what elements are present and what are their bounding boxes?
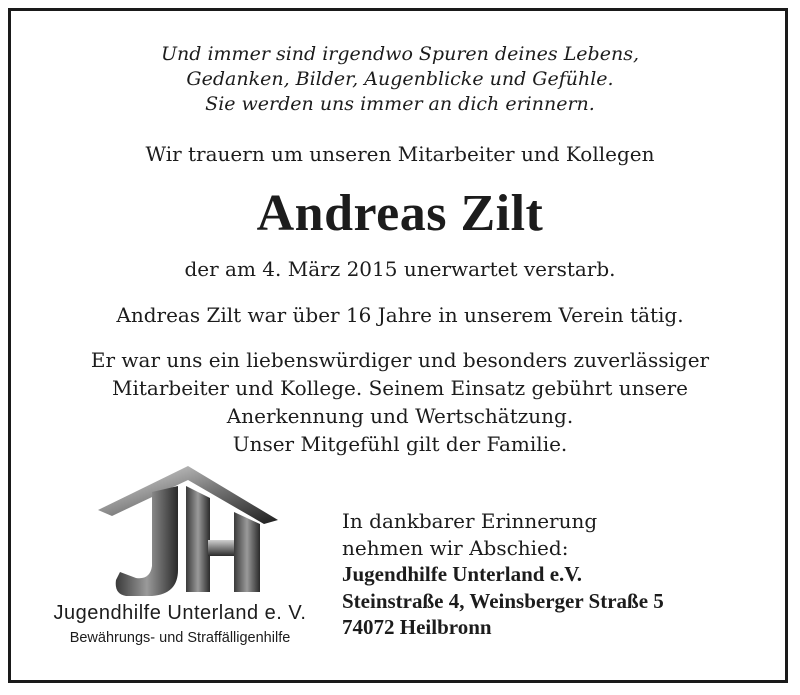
signature-line: In dankbarer Erinnerung <box>342 509 598 533</box>
death-notice: der am 4. März 2015 unerwartet verstarb. <box>184 257 616 281</box>
signature-address: Steinstraße 4, Weinsberger Straße 5 <box>342 588 664 613</box>
poem-line: Sie werden uns immer an dich erinnern. <box>205 93 595 115</box>
jh-house-logo-icon <box>78 462 288 602</box>
signature-block <box>342 508 664 641</box>
poem-line: Gedanken, Bilder, Augenblicke und Gefühle. <box>186 68 614 90</box>
deceased-name: Andreas Zilt <box>256 185 544 242</box>
tribute-line: Mitarbeiter und Kollege. Seinem Einsatz gebührt unsere <box>112 376 688 400</box>
organization-logo <box>30 462 330 652</box>
org-name: Jugendhilfe Unterland e. V. <box>53 602 307 624</box>
signature-city: 74072 Heilbronn <box>342 615 492 639</box>
tenure-text: Andreas Zilt war über 16 Jahre in unserem Verein tätig. <box>116 303 684 327</box>
tribute <box>0 346 800 458</box>
org-subtitle: Bewährungs- und Straffälligenhilfe <box>69 630 291 646</box>
tribute-line: Er war uns ein liebenswürdiger und besonders zuverlässiger <box>90 348 710 372</box>
intro-text: Wir trauern um unseren Mitarbeiter und Kollegen <box>145 142 655 166</box>
poem <box>0 42 800 117</box>
signature-line: nehmen wir Abschied: <box>342 535 569 560</box>
tribute-line: Unser Mitgefühl gilt der Familie. <box>232 432 568 456</box>
poem-line: Und immer sind irgendwo Spuren deines Lebens, <box>161 43 639 65</box>
tribute-line: Anerkennung und Wertschätzung. <box>226 404 574 428</box>
signature-org: Jugendhilfe Unterland e.V. <box>342 562 582 586</box>
